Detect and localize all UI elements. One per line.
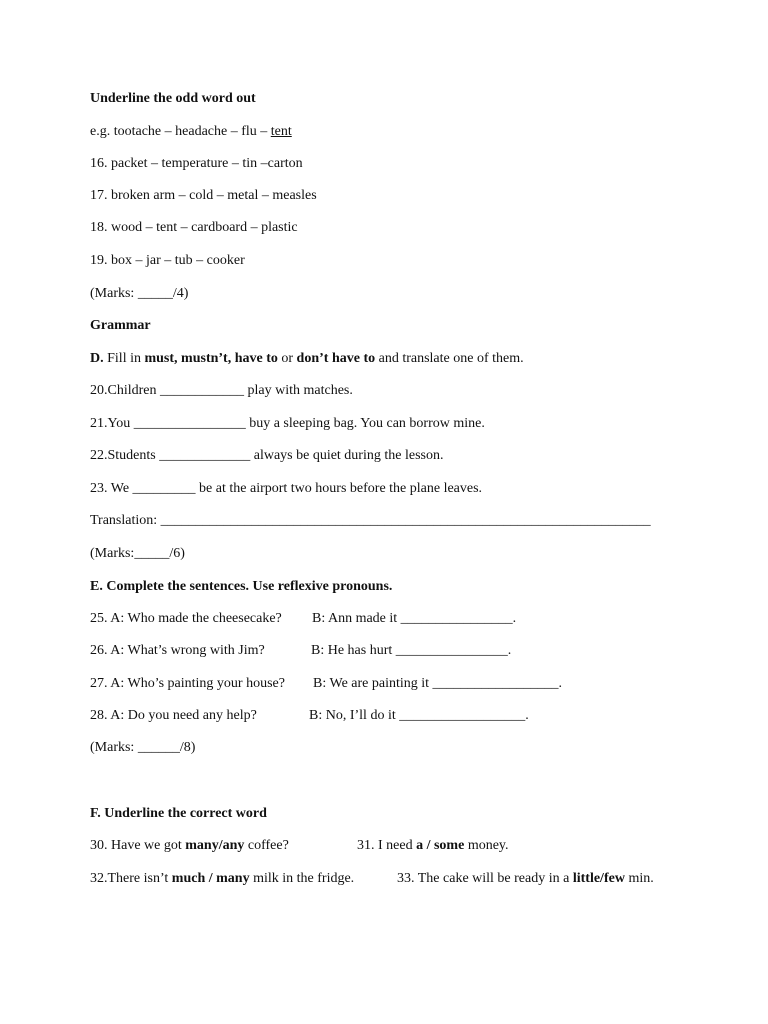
question-28: 28. A: Do you need any help? (90, 708, 257, 723)
question-27: 27. A: Who’s painting your house? (90, 676, 285, 691)
question-17: 17. broken arm – cold – metal – measles (90, 188, 317, 203)
marks-grammar: (Marks:_____/6) (90, 546, 185, 561)
question-32 (90, 870, 354, 888)
section-d-rest: and translate one of them. (375, 351, 524, 366)
section-e-heading: E. Complete the sentences. Use reflexive pronouns. (90, 579, 393, 594)
q31-text: 31. I need (357, 838, 417, 853)
question-21: 21.You ________________ buy a sleeping bag. You can borrow mine. (90, 416, 485, 431)
question-31 (357, 837, 509, 855)
section-d-instruction (90, 350, 524, 368)
q30-options: many/any (185, 838, 245, 853)
question-23: 23. We _________ be at the airport two hours before the plane leaves. (90, 481, 483, 496)
question-22: 22.Students _____________ always be quiet during the lesson. (90, 448, 444, 463)
question-20: 20.Children ____________ play with matches. (90, 383, 353, 398)
odd-word-heading: Underline the odd word out (90, 91, 256, 106)
question-26: 26. A: What’s wrong with Jim? (90, 643, 265, 658)
q30-end: coffee? (244, 838, 289, 853)
q31-end: money. (464, 838, 509, 853)
section-d-or: or (277, 351, 297, 366)
section-d-label: D. (90, 351, 104, 366)
q32-text: 32.There isn’t (90, 871, 172, 886)
question-16: 16. packet – temperature – tin –carton (90, 156, 303, 171)
answer-26: B: He has hurt ________________. (311, 643, 512, 658)
answer-27: B: We are painting it __________________. (313, 676, 563, 691)
translation-line: Translation: ______________________________________________________________________ (90, 513, 651, 528)
example-text: e.g. tootache – headache – flu – (90, 124, 271, 139)
question-33 (397, 870, 654, 888)
section-d-fill: Fill in (103, 351, 145, 366)
answer-25: B: Ann made it ________________. (312, 611, 517, 626)
marks-odd-word: (Marks: _____/4) (90, 286, 189, 301)
marks-section-e: (Marks: ______/8) (90, 740, 196, 755)
q32-end: milk in the fridge. (249, 871, 355, 886)
example-answer: tent (270, 124, 292, 139)
grammar-heading: Grammar (90, 318, 151, 333)
q33-options: little/few (572, 871, 625, 886)
section-f-heading: F. Underline the correct word (90, 806, 267, 821)
section-d-option2: don’t have to (296, 351, 376, 366)
q33-text: 33. The cake will be ready in a (397, 871, 573, 886)
question-25: 25. A: Who made the cheesecake? (90, 611, 282, 626)
answer-28: B: No, I’ll do it __________________. (309, 708, 529, 723)
section-d-option1: must, mustn’t, have to (144, 351, 278, 366)
q32-options: much / many (171, 871, 250, 886)
q30-text: 30. Have we got (90, 838, 186, 853)
question-18: 18. wood – tent – cardboard – plastic (90, 220, 298, 235)
question-30 (90, 837, 289, 855)
question-19: 19. box – jar – tub – cooker (90, 253, 245, 268)
q31-options: a / some (416, 838, 465, 853)
example-line (90, 123, 292, 141)
q33-end: min. (624, 871, 654, 886)
